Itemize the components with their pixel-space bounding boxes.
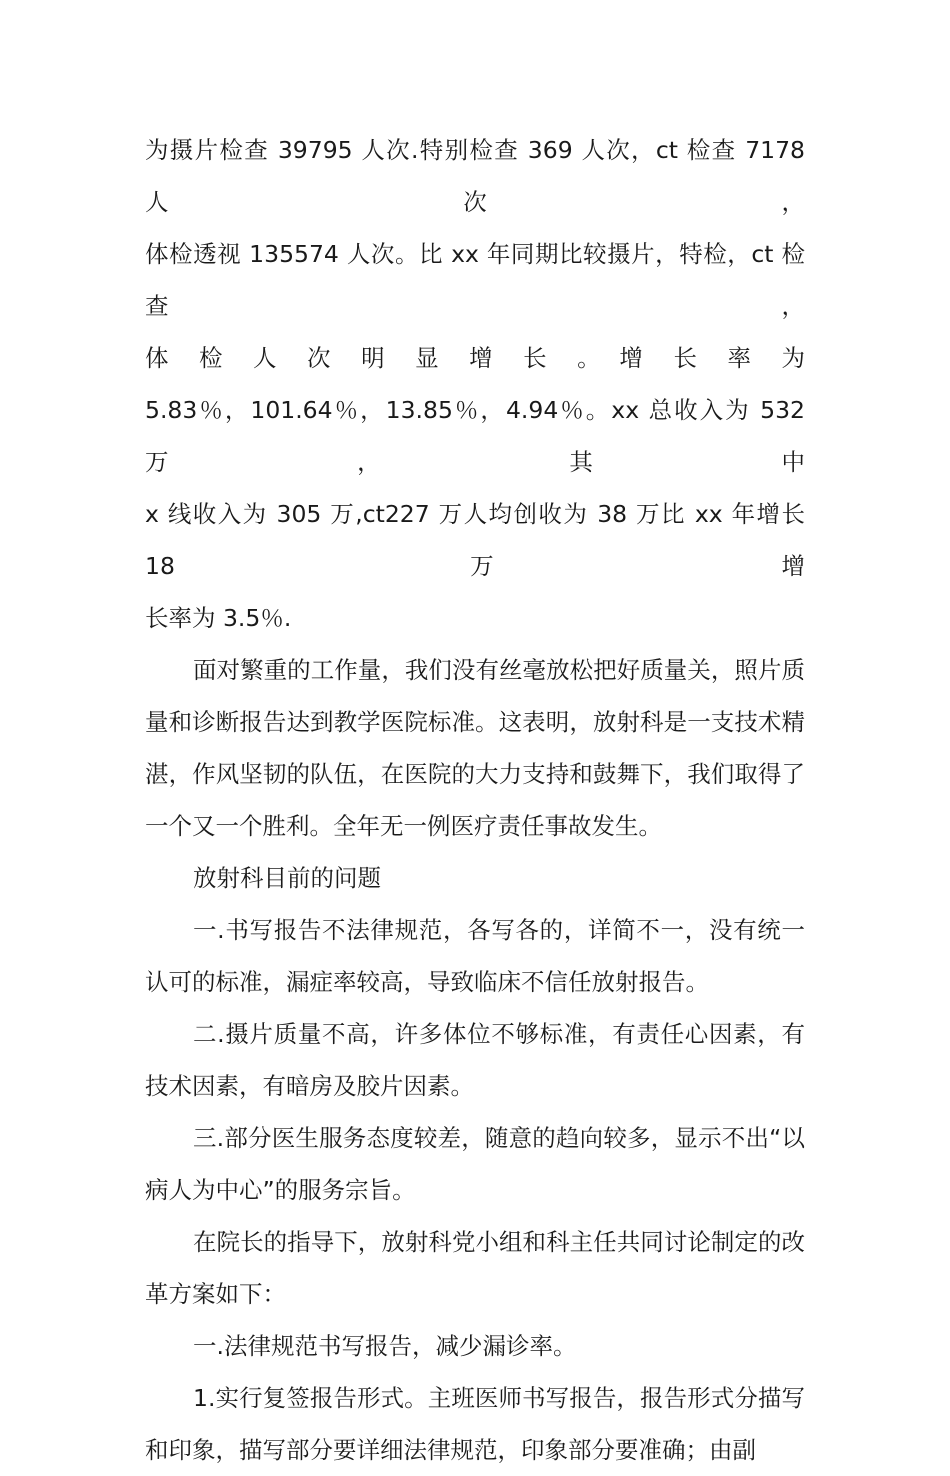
problem-item-1: 一.书写报告不法律规范，各写各的，详简不一，没有统一认可的标准，漏症率较高，导致临床不信任放射报告。 bbox=[145, 916, 805, 996]
paragraph-quality: 面对繁重的工作量，我们没有丝毫放松把好质量关，照片质量和诊断报告达到教学医院标准。这表明，放射科是一支技术精湛，作风坚韧的队伍，在医院的大力支持和鼓舞下，我们取得了一个又一个胜利。全年无一例医疗责任事故发生。 bbox=[145, 656, 805, 840]
text-line: 体检透视 135574 人次。比 xx 年同期比较摄片，特检，ct 检查， bbox=[145, 240, 805, 320]
text-line: 体 检 人 次 明 显 增 长 。 增 长 率 为 bbox=[145, 344, 805, 372]
problem-item-3: 三.部分医生服务态度较差，随意的趋向较多，显示不出“以病人为中心”的服务宗旨。 bbox=[145, 1124, 805, 1204]
reform-item-1: 一.法律规范书写报告，减少漏诊率。 bbox=[193, 1332, 577, 1360]
text-line: 长率为 3.5％. bbox=[145, 604, 292, 632]
paragraph-statistics bbox=[145, 124, 805, 644]
text-line: x 线收入为 305 万,ct227 万人均创收为 38 万比 xx 年增长 18 万增 bbox=[145, 500, 805, 580]
document-body bbox=[145, 124, 805, 1476]
problem-item-2: 二.摄片质量不高，许多体位不够标准，有责任心因素，有技术因素，有暗房及胶片因素。 bbox=[145, 1020, 805, 1100]
paragraph-reform-intro: 在院长的指导下，放射科党小组和科主任共同讨论制定的改革方案如下： bbox=[145, 1228, 805, 1308]
section-heading-problems: 放射科目前的问题 bbox=[193, 864, 381, 892]
reform-subitem-1: 1.实行复签报告形式。主班医师书写报告，报告形式分描写和印象，描写部分要详细法律规范，印象部分要准确；由副 bbox=[145, 1384, 805, 1464]
text-line: 为摄片检查 39795 人次.特别检查 369 人次，ct 检查 7178 人次， bbox=[145, 136, 805, 216]
text-line: 5.83％，101.64％，13.85％，4.94％。xx 总收入为 532 万，其中 bbox=[145, 396, 805, 476]
